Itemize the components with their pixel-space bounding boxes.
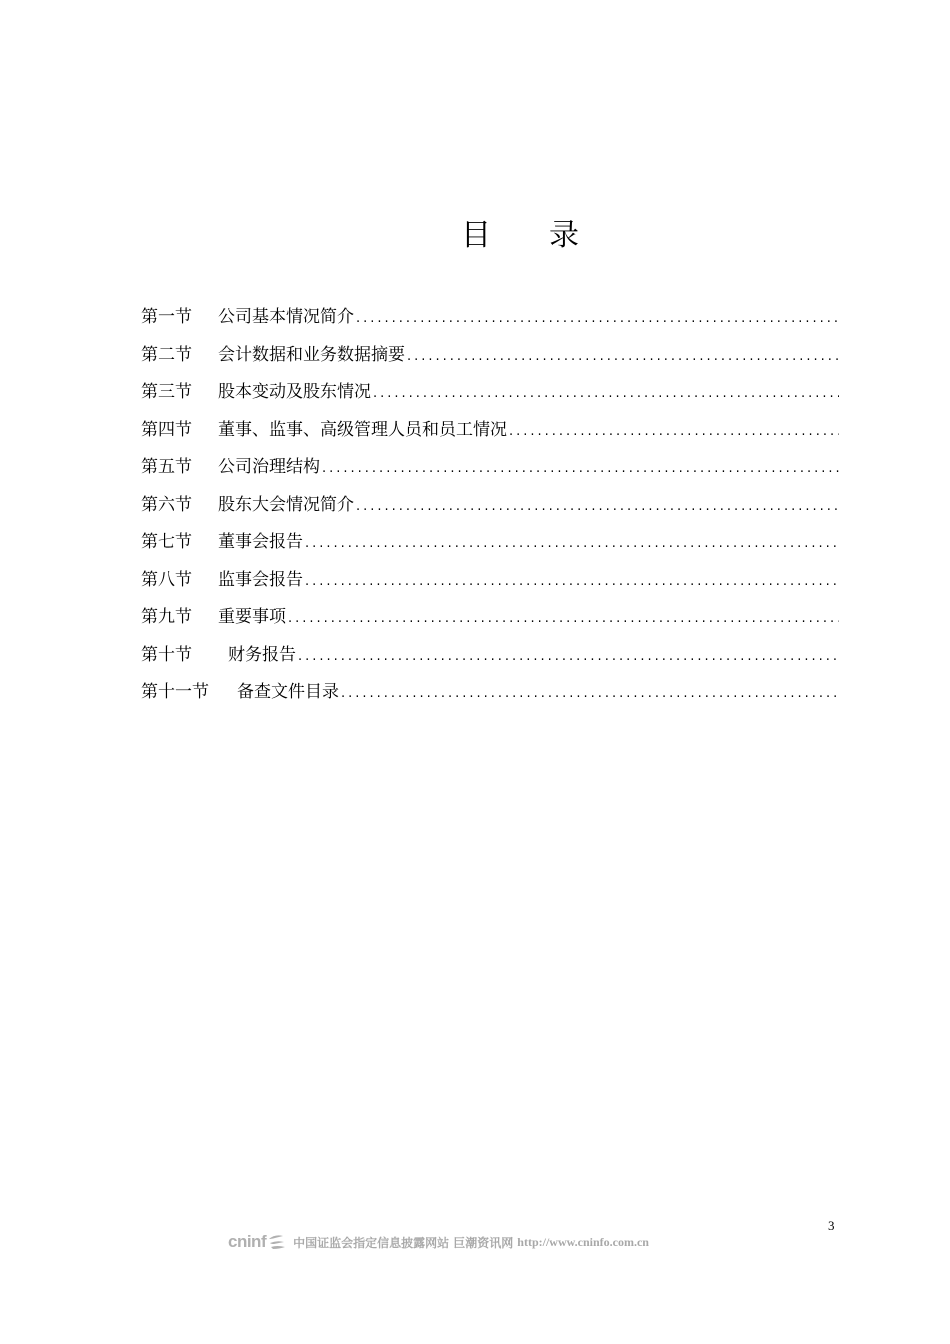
dot-leader (407, 349, 839, 364)
dot-leader (341, 686, 839, 701)
dot-leader (356, 499, 839, 514)
toc-entry-label: 股东大会情况简介 (218, 494, 354, 515)
title-char-1: 目 (461, 218, 491, 253)
toc-entry-label: 股本变动及股东情况 (218, 382, 371, 402)
toc-entry-4[interactable] (141, 415, 839, 453)
footer-url-link[interactable]: http://www.cninfo.com.cn (517, 1234, 649, 1249)
toc-entry-5[interactable] (141, 452, 839, 490)
toc-entry-label: 董事、监事、高级管理人员和员工情况 (218, 419, 507, 440)
table-of-contents (141, 302, 839, 715)
toc-entry-label: 监事会报告 (218, 569, 303, 590)
title-char-2: 录 (549, 218, 579, 253)
toc-entry-label: 公司治理结构 (218, 457, 320, 477)
page-number: 3 (828, 1218, 835, 1233)
page-title (0, 210, 950, 254)
dot-leader (322, 461, 839, 476)
toc-entry-10[interactable] (141, 640, 839, 678)
toc-entry-number: 第一节 (141, 307, 192, 327)
toc-entry-number: 第八节 (141, 569, 192, 590)
dot-leader (288, 611, 839, 626)
dot-leader (305, 536, 839, 551)
toc-entry-number: 第五节 (141, 457, 192, 477)
toc-entry-number: 第九节 (141, 607, 192, 627)
toc-entry-8[interactable] (141, 565, 839, 603)
dot-leader (509, 424, 839, 439)
toc-entry-2[interactable] (141, 340, 839, 378)
toc-entry-label: 会计数据和业务数据摘要 (218, 344, 405, 365)
toc-entry-label: 备查文件目录 (237, 682, 339, 702)
toc-entry-label: 董事会报告 (218, 532, 303, 552)
toc-entry-label: 公司基本情况简介 (218, 307, 354, 327)
toc-entry-3[interactable] (141, 377, 839, 415)
footer (228, 1232, 649, 1252)
logo-text: cninf (228, 1232, 267, 1251)
toc-entry-11[interactable] (141, 677, 839, 715)
toc-entry-6[interactable] (141, 490, 839, 528)
cninfo-logo (228, 1232, 287, 1252)
toc-entry-number: 第七节 (141, 532, 192, 552)
toc-entry-label: 财务报告 (228, 644, 296, 665)
toc-entry-9[interactable] (141, 602, 839, 640)
toc-entry-1[interactable] (141, 302, 839, 340)
toc-entry-number: 第十一节 (141, 682, 209, 702)
dot-leader (298, 649, 839, 664)
footer-description: 中国证监会指定信息披露网站 巨潮资讯网 (293, 1235, 514, 1250)
toc-entry-number: 第四节 (141, 419, 192, 440)
cninfo-swirl-icon (267, 1234, 287, 1250)
toc-entry-number: 第二节 (141, 344, 192, 365)
toc-entry-number: 第六节 (141, 494, 192, 515)
dot-leader (356, 311, 839, 326)
toc-entry-label: 重要事项 (218, 607, 286, 627)
toc-entry-number: 第十节 (141, 644, 192, 665)
dot-leader (305, 574, 839, 589)
toc-entry-number: 第三节 (141, 382, 192, 402)
dot-leader (373, 386, 839, 401)
toc-entry-7[interactable] (141, 527, 839, 565)
